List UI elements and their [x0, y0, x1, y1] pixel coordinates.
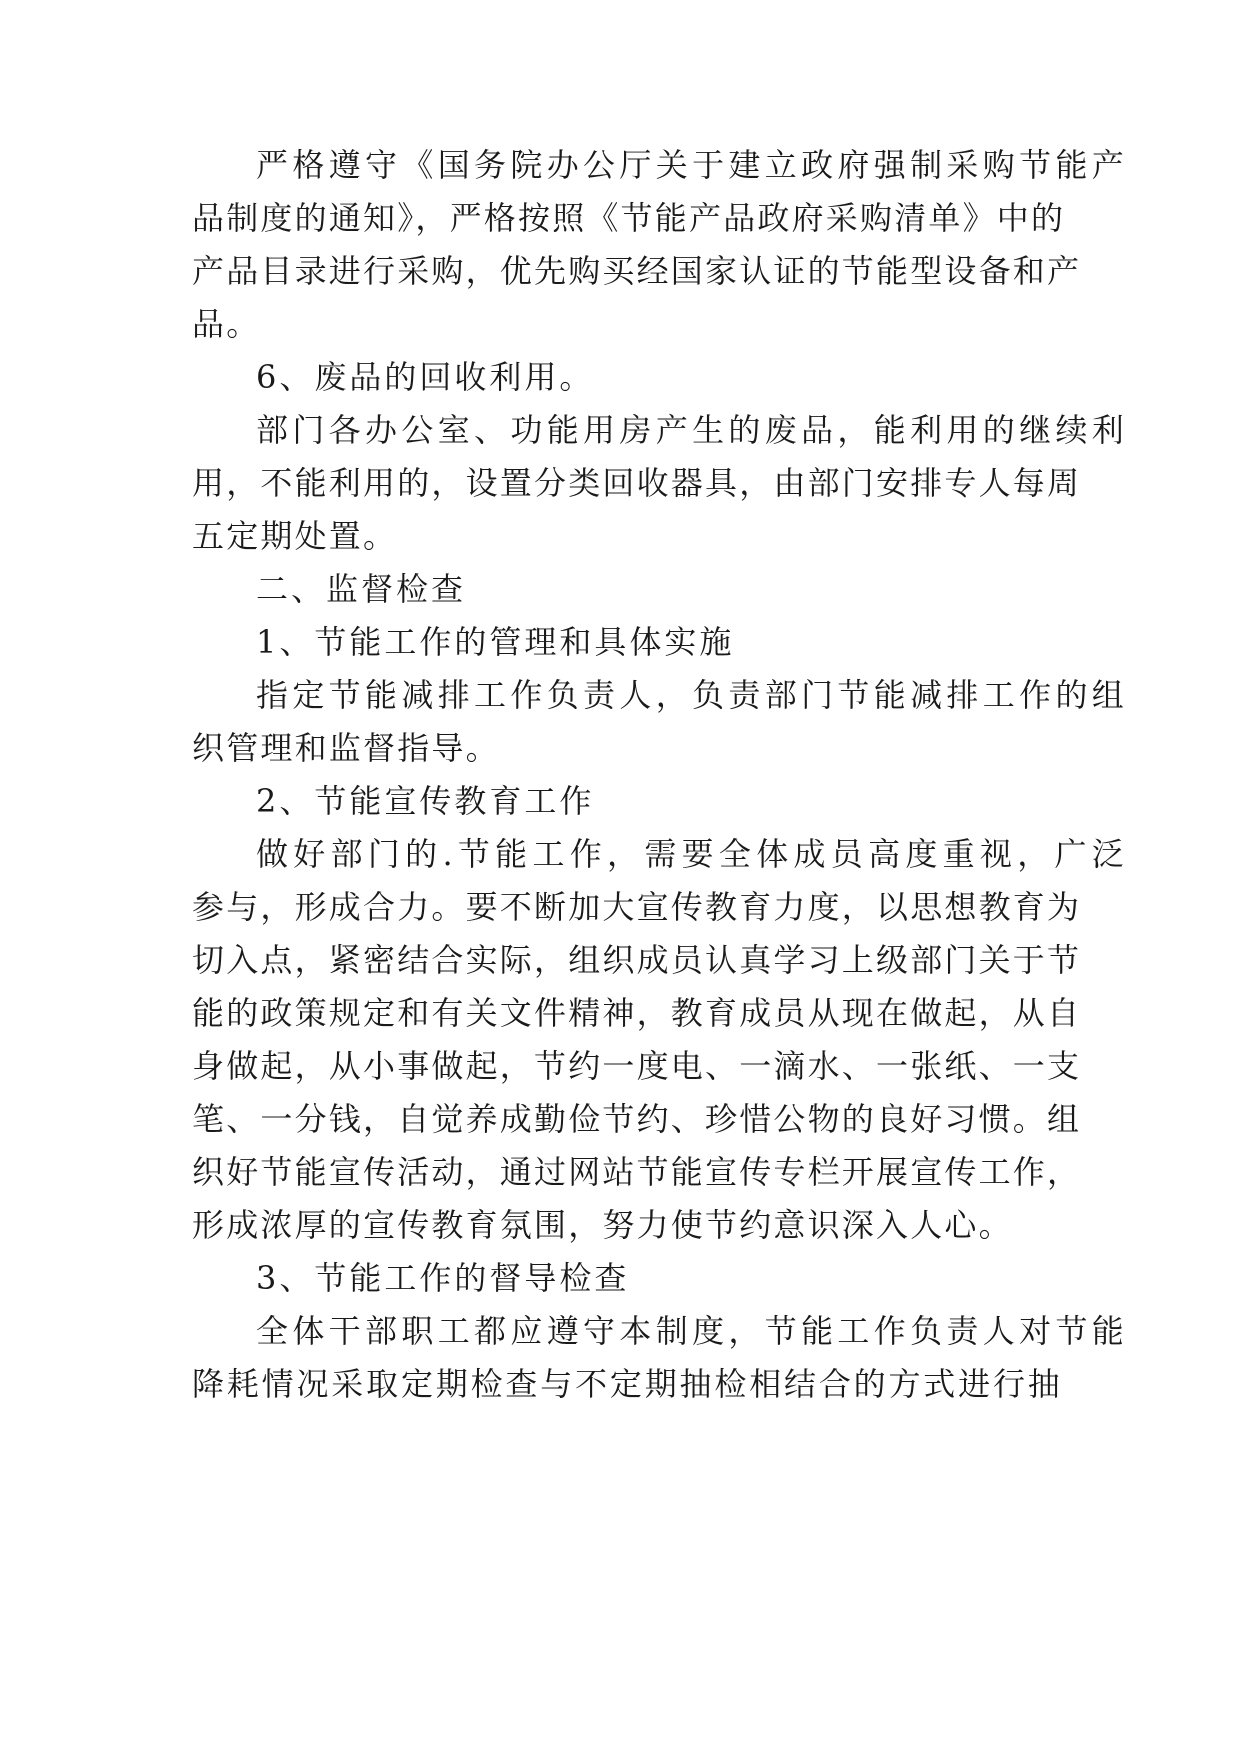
paragraph-line: 品制度的通知》，严格按照《节能产品政府采购清单》中的 — [192, 199, 1066, 237]
section-heading: 1、节能工作的管理和具体实施 — [256, 623, 735, 661]
paragraph-line: 部门各办公室、功能用房产生的废品，能利用的继续利 — [256, 411, 1126, 449]
section-heading: 二、监督检查 — [256, 570, 467, 608]
paragraph-line: 能的政策规定和有关文件精神，教育成员从现在做起，从自 — [192, 994, 1082, 1032]
paragraph-line: 切入点，紧密结合实际，组织成员认真学习上级部门关于节 — [192, 941, 1082, 979]
paragraph-line: 用，不能利用的，设置分类回收器具，由部门安排专人每周 — [192, 464, 1082, 502]
paragraph-line: 严格遵守《国务院办公厅关于建立政府强制采购节能产 — [256, 146, 1126, 184]
paragraph-line: 做好部门的.节能工作，需要全体成员高度重视，广泛 — [256, 835, 1126, 873]
section-heading: 2、节能宣传教育工作 — [256, 782, 595, 820]
paragraph-line: 参与，形成合力。要不断加大宣传教育力度，以思想教育为 — [192, 888, 1082, 926]
paragraph-line: 降耗情况采取定期检查与不定期抽检相结合的方式进行抽 — [192, 1365, 1062, 1403]
section-heading: 6、废品的回收利用。 — [256, 358, 595, 396]
paragraph-line: 五定期处置。 — [192, 517, 398, 555]
paragraph-line: 产品目录进行采购，优先购买经国家认证的节能型设备和产 — [192, 252, 1082, 290]
section-heading: 3、节能工作的督导检查 — [256, 1259, 630, 1297]
paragraph-line: 形成浓厚的宣传教育氛围，努力使节约意识深入人心。 — [192, 1206, 1013, 1244]
paragraph-line: 品。 — [192, 305, 261, 343]
paragraph-line: 织好节能宣传活动，通过网站节能宣传专栏开展宣传工作， — [192, 1153, 1082, 1191]
paragraph-line: 笔、一分钱，自觉养成勤俭节约、珍惜公物的良好习惯。组 — [192, 1100, 1082, 1138]
paragraph-line: 身做起，从小事做起，节约一度电、一滴水、一张纸、一支 — [192, 1047, 1082, 1085]
paragraph-line: 指定节能减排工作负责人，负责部门节能减排工作的组 — [256, 676, 1126, 714]
paragraph-line: 全体干部职工都应遵守本制度，节能工作负责人对节能 — [256, 1312, 1126, 1350]
paragraph-line: 织管理和监督指导。 — [192, 729, 500, 767]
